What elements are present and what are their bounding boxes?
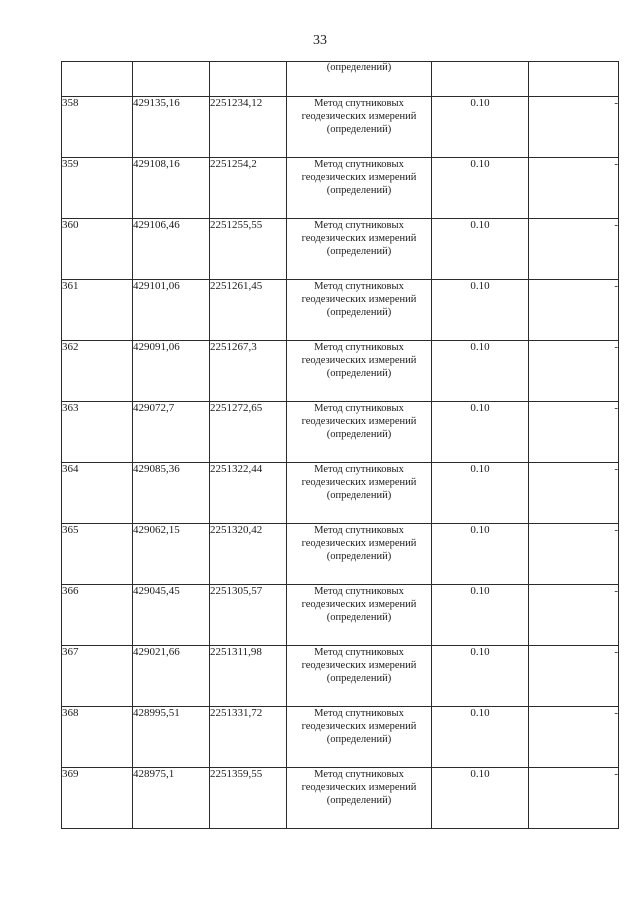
y-coordinate-cell: 2251322,44 <box>210 463 287 524</box>
method-text-line: (определений) <box>326 368 392 379</box>
method-text-line: Метод спутниковых <box>314 342 404 353</box>
continuation-num-cell <box>62 62 133 97</box>
description-cell: - <box>529 158 619 219</box>
method-text-line: геодезических измерений <box>301 233 417 244</box>
table-row <box>62 585 619 646</box>
point-number-cell: 365 <box>62 524 133 585</box>
method-cell <box>287 402 432 463</box>
point-number-cell: 359 <box>62 158 133 219</box>
coordinates-table-body <box>62 62 619 829</box>
accuracy-cell: 0.10 <box>432 219 529 280</box>
method-text-line: геодезических измерений <box>301 782 417 793</box>
method-text-line: (определений) <box>326 124 392 135</box>
method-cell <box>287 341 432 402</box>
point-number-cell: 361 <box>62 280 133 341</box>
method-text-line: Метод спутниковых <box>314 769 404 780</box>
accuracy-cell: 0.10 <box>432 768 529 829</box>
method-cell <box>287 707 432 768</box>
accuracy-cell: 0.10 <box>432 97 529 158</box>
table-row <box>62 768 619 829</box>
continuation-desc-cell <box>529 62 619 97</box>
continuation-x-cell <box>133 62 210 97</box>
accuracy-cell: 0.10 <box>432 402 529 463</box>
method-text-line: геодезических измерений <box>301 721 417 732</box>
method-text-line: Метод спутниковых <box>314 464 404 475</box>
description-cell: - <box>529 219 619 280</box>
accuracy-cell: 0.10 <box>432 585 529 646</box>
y-coordinate-cell: 2251267,3 <box>210 341 287 402</box>
description-cell: - <box>529 463 619 524</box>
point-number-cell: 360 <box>62 219 133 280</box>
method-text-line: геодезических измерений <box>301 355 417 366</box>
method-text-line: Метод спутниковых <box>314 525 404 536</box>
method-text-line: (определений) <box>326 612 392 623</box>
continuation-accuracy-cell <box>432 62 529 97</box>
method-text-line: (определений) <box>326 185 392 196</box>
method-text-line: геодезических измерений <box>301 172 417 183</box>
method-cell <box>287 280 432 341</box>
method-cell <box>287 219 432 280</box>
method-text-line: (определений) <box>326 490 392 501</box>
point-number-cell: 364 <box>62 463 133 524</box>
accuracy-cell: 0.10 <box>432 463 529 524</box>
point-number-cell: 362 <box>62 341 133 402</box>
x-coordinate-cell: 428975,1 <box>133 768 210 829</box>
description-cell: - <box>529 402 619 463</box>
x-coordinate-cell: 429021,66 <box>133 646 210 707</box>
description-cell: - <box>529 524 619 585</box>
continuation-row <box>62 62 619 97</box>
page-number: 33 <box>313 33 327 48</box>
method-text-line: (определений) <box>326 795 392 806</box>
method-text-line: Метод спутниковых <box>314 647 404 658</box>
x-coordinate-cell: 429101,06 <box>133 280 210 341</box>
accuracy-cell: 0.10 <box>432 280 529 341</box>
description-cell: - <box>529 707 619 768</box>
x-coordinate-cell: 429135,16 <box>133 97 210 158</box>
method-text-line: (определений) <box>326 734 392 745</box>
x-coordinate-cell: 429106,46 <box>133 219 210 280</box>
method-cell <box>287 768 432 829</box>
method-text-line: Метод спутниковых <box>314 98 404 109</box>
y-coordinate-cell: 2251261,45 <box>210 280 287 341</box>
table-row <box>62 158 619 219</box>
method-text-line: геодезических измерений <box>301 416 417 427</box>
description-cell: - <box>529 768 619 829</box>
table-row <box>62 463 619 524</box>
y-coordinate-cell: 2251255,55 <box>210 219 287 280</box>
method-cell <box>287 524 432 585</box>
method-cell <box>287 158 432 219</box>
y-coordinate-cell: 2251311,98 <box>210 646 287 707</box>
x-coordinate-cell: 429108,16 <box>133 158 210 219</box>
accuracy-cell: 0.10 <box>432 524 529 585</box>
continuation-y-cell <box>210 62 287 97</box>
method-text-line: Метод спутниковых <box>314 708 404 719</box>
accuracy-cell: 0.10 <box>432 341 529 402</box>
accuracy-cell: 0.10 <box>432 646 529 707</box>
point-number-cell: 369 <box>62 768 133 829</box>
y-coordinate-cell: 2251331,72 <box>210 707 287 768</box>
y-coordinate-cell: 2251305,57 <box>210 585 287 646</box>
continuation-method-cell: (определений) <box>287 62 432 97</box>
x-coordinate-cell: 429072,7 <box>133 402 210 463</box>
point-number-cell: 363 <box>62 402 133 463</box>
method-text-line: Метод спутниковых <box>314 586 404 597</box>
method-text-line: (определений) <box>326 307 392 318</box>
description-cell: - <box>529 97 619 158</box>
description-cell: - <box>529 585 619 646</box>
y-coordinate-cell: 2251359,55 <box>210 768 287 829</box>
table-row <box>62 219 619 280</box>
accuracy-cell: 0.10 <box>432 158 529 219</box>
table-row <box>62 707 619 768</box>
x-coordinate-cell: 429062,15 <box>133 524 210 585</box>
point-number-cell: 368 <box>62 707 133 768</box>
method-cell <box>287 585 432 646</box>
method-text-line: геодезических измерений <box>301 660 417 671</box>
method-text-line: (определений) <box>326 551 392 562</box>
method-text-line: (определений) <box>326 429 392 440</box>
method-cell <box>287 97 432 158</box>
method-text-line: геодезических измерений <box>301 599 417 610</box>
table-row <box>62 97 619 158</box>
x-coordinate-cell: 429045,45 <box>133 585 210 646</box>
method-text-line: геодезических измерений <box>301 294 417 305</box>
method-cell <box>287 646 432 707</box>
description-cell: - <box>529 341 619 402</box>
description-cell: - <box>529 280 619 341</box>
method-text-line: Метод спутниковых <box>314 159 404 170</box>
method-text-line: Метод спутниковых <box>314 220 404 231</box>
method-text-line: Метод спутниковых <box>314 403 404 414</box>
table-row <box>62 524 619 585</box>
table-row <box>62 402 619 463</box>
y-coordinate-cell: 2251234,12 <box>210 97 287 158</box>
accuracy-cell: 0.10 <box>432 707 529 768</box>
point-number-cell: 358 <box>62 97 133 158</box>
coordinates-table <box>61 61 619 829</box>
x-coordinate-cell: 429091,06 <box>133 341 210 402</box>
method-cell <box>287 463 432 524</box>
method-text-line: Метод спутниковых <box>314 281 404 292</box>
table-row <box>62 280 619 341</box>
y-coordinate-cell: 2251272,65 <box>210 402 287 463</box>
x-coordinate-cell: 428995,51 <box>133 707 210 768</box>
point-number-cell: 367 <box>62 646 133 707</box>
method-text-line: геодезических измерений <box>301 477 417 488</box>
method-text-line: геодезических измерений <box>301 111 417 122</box>
y-coordinate-cell: 2251320,42 <box>210 524 287 585</box>
y-coordinate-cell: 2251254,2 <box>210 158 287 219</box>
table-row <box>62 646 619 707</box>
point-number-cell: 366 <box>62 585 133 646</box>
table-row <box>62 341 619 402</box>
method-text-line: геодезических измерений <box>301 538 417 549</box>
method-text-line: (определений) <box>326 673 392 684</box>
description-cell: - <box>529 646 619 707</box>
x-coordinate-cell: 429085,36 <box>133 463 210 524</box>
method-text-line: (определений) <box>326 246 392 257</box>
